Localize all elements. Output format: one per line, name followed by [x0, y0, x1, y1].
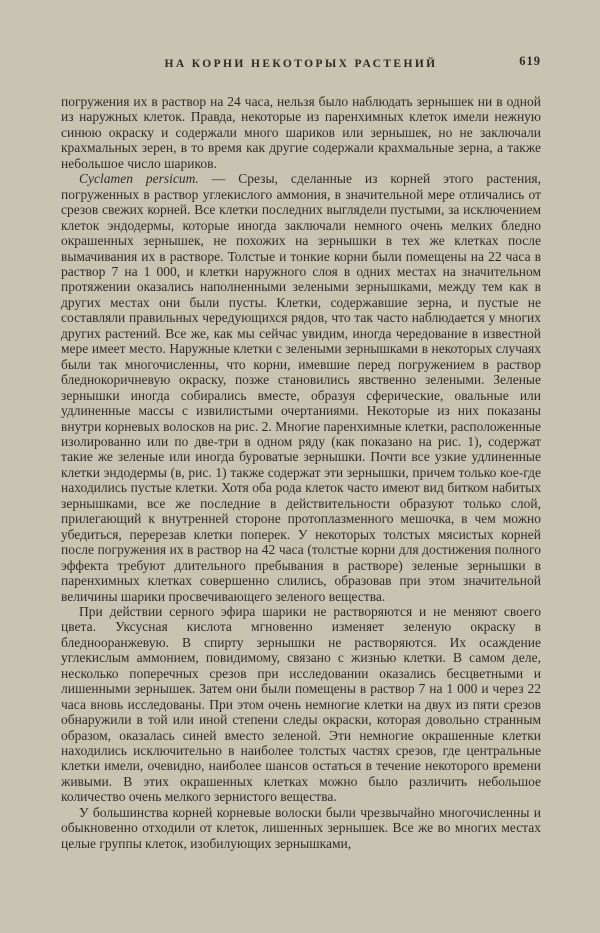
running-header — [61, 54, 541, 70]
paragraph — [61, 94, 541, 171]
body-text — [61, 94, 541, 851]
species-name: Cyclamen persicum. — [79, 171, 199, 187]
paragraph-text: погружения их в раствор на 24 часа, нельзя было наблюдать зернышек ни в одной из наружных клеток. Правда, некоторые из паренхимных клеток имели нежную синюю окраску и содержали много шариков или зернышек, но не заключали крахмальных зерен, в то время как другие содержали крахмальные зерна, а также небольшое число шариков. — [61, 94, 541, 171]
paragraph — [61, 805, 541, 851]
page-number: 619 — [519, 54, 541, 68]
running-header-title: НА КОРНИ НЕКОТОРЫХ РАСТЕНИЙ — [164, 58, 438, 70]
paragraph-text: — Срезы, сделанные из корней этого растения, погруженных в раствор углекислого аммония, в значительной мере отличались от срезов свежих корней. Все клетки последних выглядели пустыми, за исключением клеток эндодермы, которые иногда заключали немного очень мелких бледно окрашенных зернышек, не похожих на зернышки в тех же клетках после вымачивания их в растворе. Толстые и тонкие корни были помещены на 22 часа в раствор 7 на 1 000, и клетки наружного слоя в одних местах на значительном протяжении оказались наполненными зелеными зернышками, между тем как в других местах они были пусты. Клетки, содержавшие зерна, и пустые не составляли правильных чередующихся рядов, что так часто наблюдается у многих других растений. Все же, как мы сейчас увидим, иногда чередование в известной мере имеет место. Наружные клетки с зелеными зернышками в некоторых случаях были так многочисленны, что корни, имевшие перед погружением в раствор бледнокоричневую окраску, позже становились явственно зелеными. Зеленые зернышки иногда собирались вместе, образуя сферические, овальные или удлиненные массы с извилистыми очертаниями. Некоторые из них показаны внутри корневых волосков на рис. 2. Многие паренхимные клетки, расположенные изолированно или по две-три в одном ряду (как показано на рис. 1), содержат такие же зеленые или иногда буроватые зернышки. Почти все узкие удлиненные клетки эндодермы (в, рис. 1) также содержат эти зернышки, причем только кое-где находились пустые клетки. Хотя оба рода клеток часто имеют вид битком набитых зернышками, все же последние в действительности образуют только слой, прилегающий к внутренней стороне протоплазменного мешочка, в чем можно убедиться, перерезав клетки поперек. У некоторых толстых мясистых корней после погружения их в раствор на 42 часа (толстые корни для достижения полного эффекта требуют длительного пребывания в растворе) зеленые зернышки в паренхимных клетках совершенно слились, образовав при этом значительной величины шарики просвечивающего зеленого вещества. — [61, 171, 542, 604]
paragraph-text: При действии серного эфира шарики не растворяются и не меняют своего цвета. Уксусная кислота мгновенно изменяет зеленую окраску в бледнооранжевую. В спирту зернышки не растворяются. Их осаждение углекислым аммонием, повидимому, связано с жизнью клетки. В самом деле, несколько поперечных срезов при исследовании оказались бесцветными и лишенными зернышек. Затем они были помещены в раствор 7 на 1 000 и через 22 часа вновь исследованы. При этом очень немногие клетки на двух из пяти срезов обнаружили в той или иной степени следы окраски, которая довольно странным образом, оказалась синей вместо зеленой. Эти немногие окрашенные клетки находились исключительно в наиболее толстых частях срезов, где центральные клетки имели, очевидно, наиболее шансов остаться в течение некоторого времени живыми. В этих окрашенных клетках можно было различить небольшое количество очень мелкого зернистого вещества. — [61, 603, 541, 805]
paragraph — [61, 604, 541, 805]
paragraph-text: У большинства корней корневые волоски были чрезвычайно многочисленны и обыкновенно отходили от клеток, лишенных зернышек. Все же во многих местах целые группы клеток, изобилующих зернышками, — [61, 804, 541, 851]
paragraph — [61, 171, 541, 604]
